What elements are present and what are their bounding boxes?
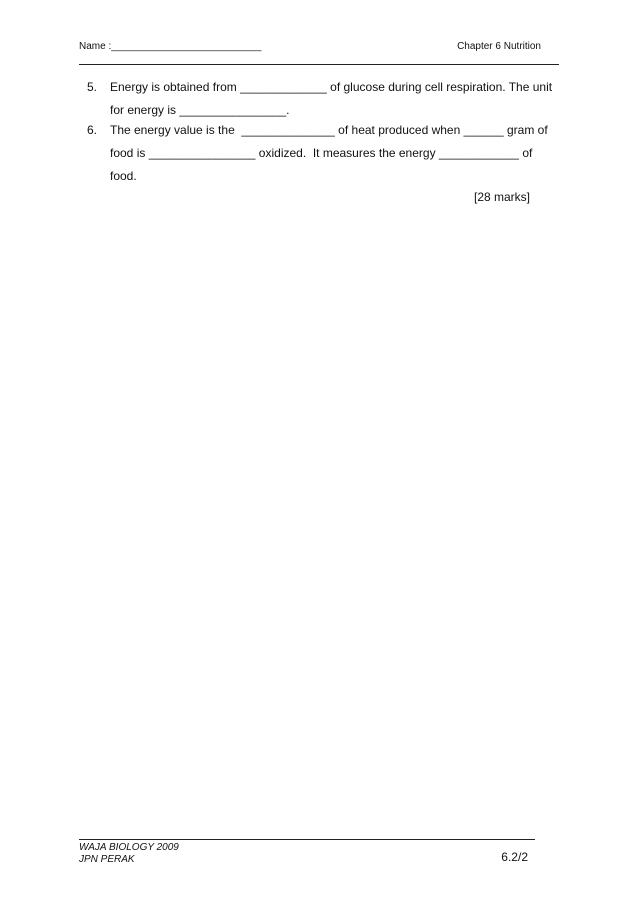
question-text-line: for energy is ________________. [110, 103, 290, 117]
footer-line-2: JPN PERAK [79, 854, 135, 865]
footer-publisher [79, 842, 179, 866]
page-number: 6.2/2 [501, 850, 528, 864]
question-text-line: The energy value is the ______________ of heat produced when ______ gram of [110, 123, 548, 137]
question-number: 5. [87, 80, 98, 94]
question-text-line: Energy is obtained from _____________ of glucose during cell respiration. The unit [110, 80, 553, 94]
name-field-label: Name :___________________________ [79, 41, 262, 52]
question-5 [87, 76, 553, 122]
question-6 [87, 119, 547, 188]
question-text-line: food. [110, 169, 137, 183]
question-text-line: food is ________________ oxidized. It measures the energy ____________ of [110, 146, 533, 160]
question-number: 6. [87, 123, 98, 137]
header-divider [79, 64, 559, 65]
footer-divider [79, 839, 535, 840]
chapter-title: Chapter 6 Nutrition [457, 41, 541, 52]
total-marks: [28 marks] [473, 190, 530, 204]
footer-line-1: WAJA BIOLOGY 2009 [79, 842, 179, 853]
